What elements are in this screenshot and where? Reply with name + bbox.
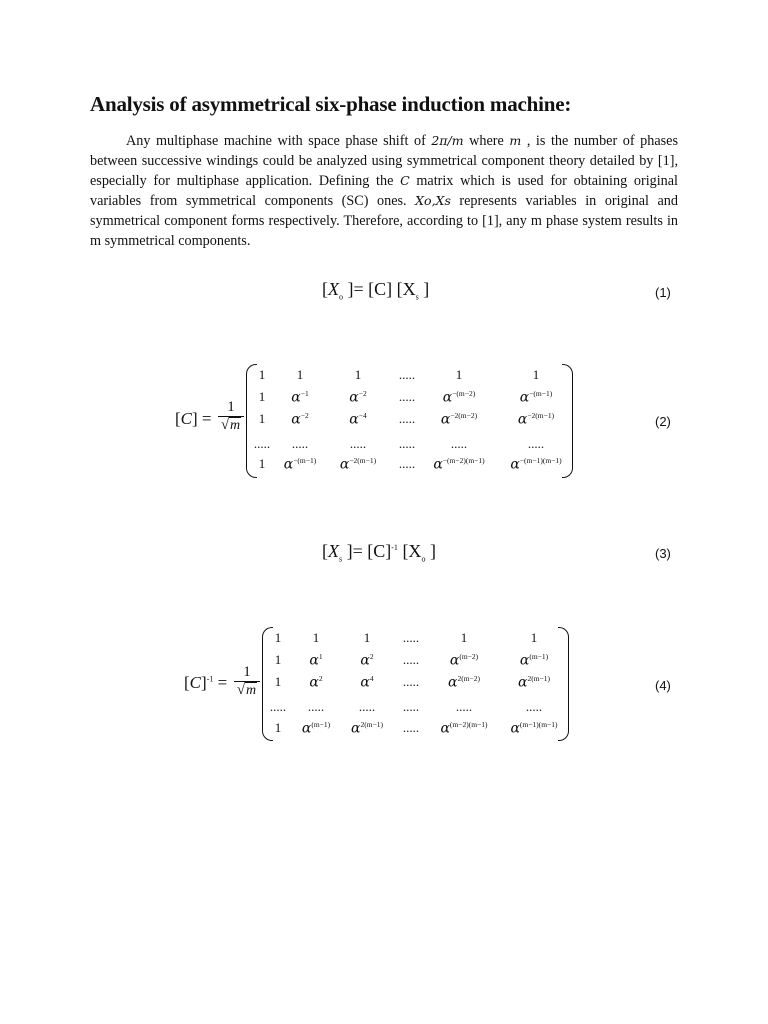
equation-number-3: (3) xyxy=(655,546,671,561)
equation-1: [$X_o$ ]= [C] [$X_s$ ] xyxy=(322,279,430,302)
eq4-lhs: $[C]^{-1}$ = xyxy=(184,673,228,692)
matrix-cell: ..... xyxy=(291,436,309,451)
matrix-cell: 1 xyxy=(274,720,282,735)
equation-number-1: (1) xyxy=(655,285,671,300)
matrix-cell: ..... xyxy=(402,652,420,667)
matrix-cell: $\alpha^{(m-2)}$ xyxy=(449,652,479,669)
eq4-fraction: 1 √m xyxy=(234,664,260,699)
matrix-cell: 1 xyxy=(258,389,266,404)
matrix-cell: ..... xyxy=(307,699,325,714)
matrix-cell: $\alpha^{-(m-2)}$ xyxy=(442,389,476,406)
matrix-cell: 1 xyxy=(460,630,468,645)
matrix-cell: ..... xyxy=(398,456,416,471)
matrix-cell: $\alpha^{-(m-1)}$ xyxy=(519,389,553,406)
matrix-cell: ..... xyxy=(398,436,416,451)
matrix-cell: ..... xyxy=(269,699,287,714)
matrix-cell: $\alpha^{-1}$ xyxy=(291,389,309,406)
matrix-cell: 1 xyxy=(274,652,282,667)
matrix-cell: $\alpha^{-2(m-1)}$ xyxy=(339,456,377,473)
section-title: Analysis of asymmetrical six-phase induction machine: xyxy=(90,92,572,116)
matrix-cell: 1 xyxy=(296,367,304,382)
matrix-cell: 1 xyxy=(274,630,282,645)
matrix-cell: 1 xyxy=(354,367,362,382)
matrix-cell: ..... xyxy=(349,436,367,451)
matrix-cell: 1 xyxy=(532,367,540,382)
matrix-cell: 1 xyxy=(274,674,282,689)
matrix-cell: $\alpha^4$ xyxy=(360,674,374,691)
matrix-cell: $\alpha^2$ xyxy=(360,652,374,669)
matrix-cell: ..... xyxy=(398,389,416,404)
matrix-cell: ..... xyxy=(402,630,420,645)
matrix-cell: ..... xyxy=(358,699,376,714)
matrix-cell: ..... xyxy=(402,720,420,735)
matrix-cell: 1 xyxy=(363,630,371,645)
matrix-cell: ..... xyxy=(525,699,543,714)
equation-3: [$X_s$ ]= $[C]^{-1}$ [$X_o$ ] xyxy=(322,541,436,564)
math-m: m xyxy=(509,133,522,148)
eq2-fraction: 1 √m xyxy=(218,399,244,434)
matrix-cell: 1 xyxy=(455,367,463,382)
matrix-cell: ..... xyxy=(455,699,473,714)
matrix-cell: ..... xyxy=(398,367,416,382)
matrix-cell: $\alpha^{(m-1)}$ xyxy=(519,652,549,669)
matrix-cell: $\alpha^{2(m-1)}$ xyxy=(350,720,384,737)
matrix-cell: $\alpha^{2(m-1)}$ xyxy=(517,674,551,691)
eq2-lhs: [C] = xyxy=(175,409,212,428)
equation-number-2: (2) xyxy=(655,414,671,429)
matrix-cell: 1 xyxy=(312,630,320,645)
matrix-cell: $\alpha^{(m-2)(m-1)}$ xyxy=(440,720,488,737)
intro-paragraph: Any multiphase machine with space phase shift of 2π/m where m , is the number of phases between successive windings could be analyzed using symmetrical component theory detailed by [1], especially for multiphase application. Defining the C matrix which is used for obtaining original variables from symmetrical components (SC) ones. Xo,Xs represents variables in original and symmetrical component forms respectively. Therefore, according to [1], any m phase system results in m symmetrical components. xyxy=(90,133,678,249)
matrix-cell: ..... xyxy=(402,674,420,689)
matrix-cell: $\alpha^{-2(m-1)}$ xyxy=(517,411,555,428)
matrix-cell: ..... xyxy=(398,411,416,426)
matrix-cell: $\alpha^{-2}$ xyxy=(349,389,367,406)
matrix-cell: 1 xyxy=(258,456,266,471)
matrix-cell: $\alpha^{2(m-2)}$ xyxy=(447,674,481,691)
matrix-cell: ..... xyxy=(402,699,420,714)
matrix-cell: $\alpha^{-2}$ xyxy=(291,411,309,428)
math-2pi-over-m: 2π/m xyxy=(431,133,464,148)
matrix-cell: ..... xyxy=(527,436,545,451)
math-xo-xs: Xo,Xs xyxy=(415,193,451,208)
matrix-cell: 1 xyxy=(258,411,266,426)
matrix-cell: 1 xyxy=(258,367,266,382)
matrix-cell: $\alpha^{-(m-2)(m-1)}$ xyxy=(433,456,485,473)
matrix-cell: $\alpha^{-(m-1)(m-1)}$ xyxy=(510,456,562,473)
matrix-cell: ..... xyxy=(253,436,271,451)
matrix-cell: $\alpha^2$ xyxy=(309,674,323,691)
matrix-cell: $\alpha^{(m-1)(m-1)}$ xyxy=(510,720,558,737)
math-c: C xyxy=(400,173,410,188)
matrix-cell: ..... xyxy=(450,436,468,451)
matrix-cell: $\alpha^{(m-1)}$ xyxy=(301,720,331,737)
matrix-cell: $\alpha^{-(m-1)}$ xyxy=(283,456,317,473)
equation-number-4: (4) xyxy=(655,678,671,693)
matrix-cell: $\alpha^1$ xyxy=(309,652,323,669)
matrix-cell: $\alpha^{-2(m-2)}$ xyxy=(440,411,478,428)
matrix-cell: 1 xyxy=(530,630,538,645)
matrix-cell: $\alpha^{-4}$ xyxy=(349,411,367,428)
